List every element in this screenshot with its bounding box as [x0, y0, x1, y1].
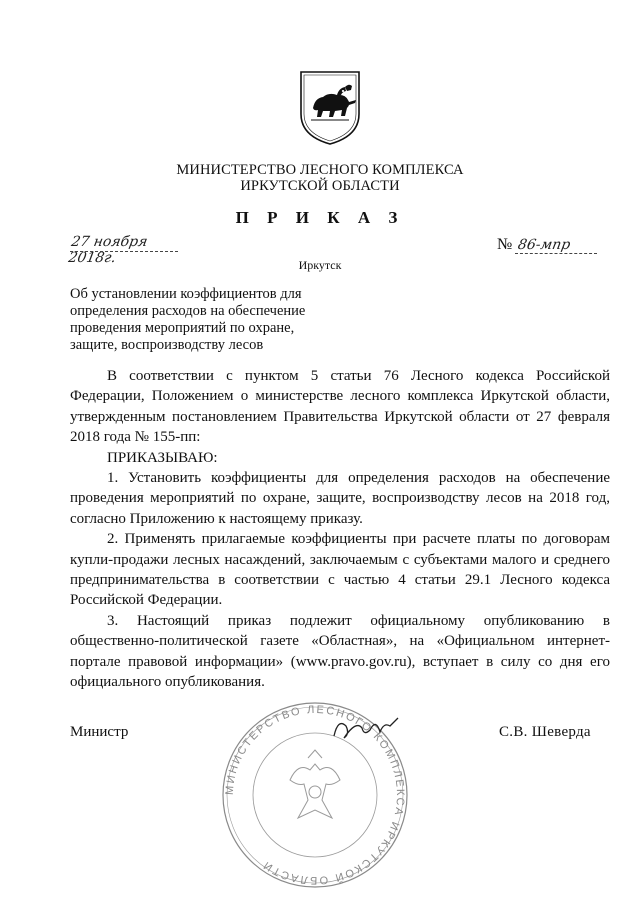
coat-of-arms-icon: [299, 70, 361, 146]
number-text: 86-мпр: [516, 237, 572, 253]
document-type-title: П Р И К А З: [235, 208, 405, 227]
ministry-name-line2: ИРКУТСКОЙ ОБЛАСТИ: [240, 178, 400, 194]
handwritten-signature-icon: [328, 708, 408, 748]
date-text: 27 ноября 2018г.: [67, 234, 149, 266]
signer-position: Министр: [70, 724, 129, 740]
document-number: [497, 236, 597, 256]
subject-line: проведения мероприятий по охране,: [70, 320, 295, 336]
number-prefix: №: [497, 236, 513, 253]
stamp-text: МИНИСТЕРСТВО ЛЕСНОГО КОМПЛЕКСА ИРКУТСКОЙ ОБЛАСТИ: [223, 703, 407, 887]
order-item-1: 1. Установить коэффициенты для определения расходов на обеспечение проведения мероприятий по охране, защите, воспроизводству лесов на 2018 год, согласно Приложению к настоящему приказу.: [70, 470, 610, 527]
preamble-paragraph: В соответствии с пунктом 5 статьи 76 Лесного кодекса Российской Федерации, Положением о министерстве лесного комплекса Иркутской области, утвержденным постановлением Правительства Иркутской области от 27 февраля 2018 года № 155-пп:: [70, 368, 610, 446]
signer-name: С.В. Шеверда: [499, 724, 591, 740]
subject-line: определения расходов на обеспечение: [70, 303, 306, 319]
order-item-2: 2. Применять прилагаемые коэффициенты при расчете платы по договорам купли-продажи лесных насаждений, заключаемым с субъектами малого и среднего предпринимательства в соответствии с частью 4 статьи 29.1 Лесного кодекса Российской Федерации.: [70, 531, 610, 609]
city-label: Иркутск: [298, 258, 342, 272]
handwritten-date: [67, 234, 178, 266]
document-subject: [70, 286, 330, 354]
subject-line: защите, воспроизводству лесов: [70, 337, 264, 353]
number-underline: [515, 253, 597, 254]
order-item-3: 3. Настоящий приказ подлежит официальному опубликованию в общественно-политической газете «Областная», на «Официальном интернет-портале правовой информации» (www.pravo.gov.ru), вступает в силу со дня его официального опубликования.: [70, 612, 610, 691]
order-word: ПРИКАЗЫВАЮ:: [107, 449, 218, 466]
document-body: [70, 366, 610, 693]
date-underline: [70, 251, 178, 252]
ministry-name-line1: МИНИСТЕРСТВО ЛЕСНОГО КОМПЛЕКСА: [176, 162, 464, 178]
subject-line: Об установлении коэффициентов для: [70, 286, 302, 302]
